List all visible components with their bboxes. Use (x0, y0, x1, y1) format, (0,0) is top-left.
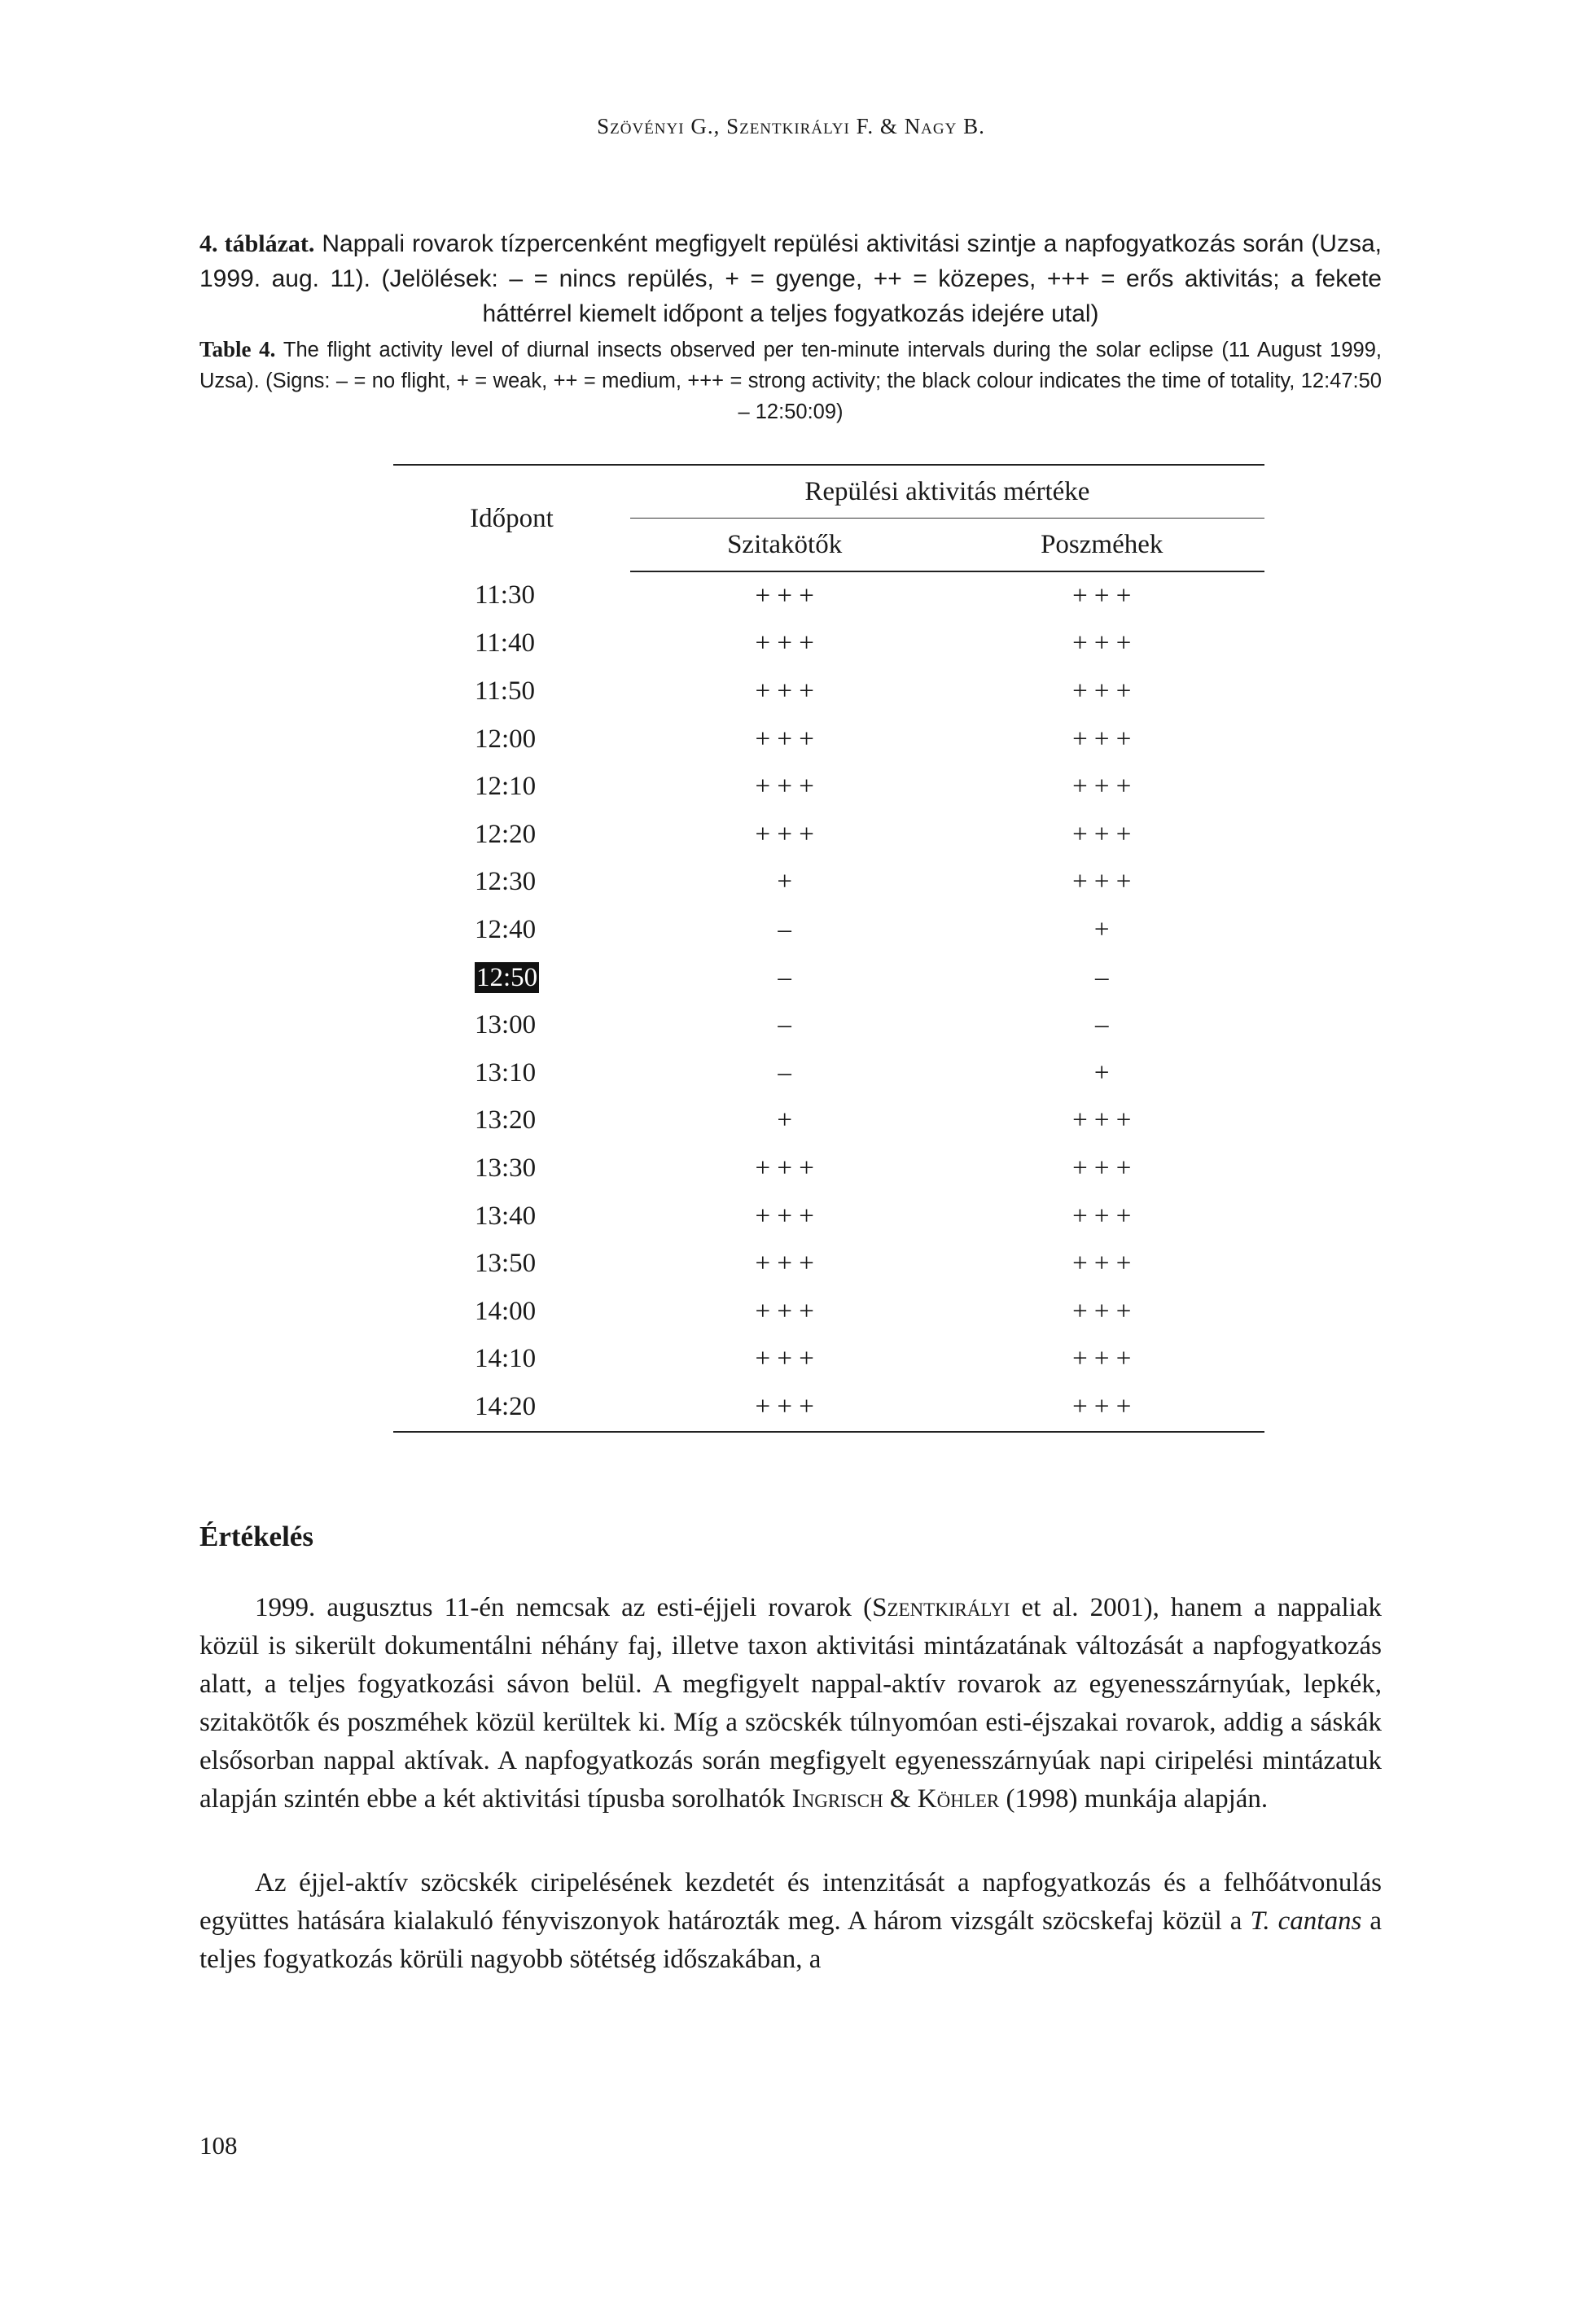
time-value: 11:30 (475, 580, 535, 611)
bumblebee-activity-cell: + + + (1072, 1344, 1132, 1374)
time-value: 14:20 (475, 1391, 537, 1421)
time-value: 14:00 (475, 1296, 537, 1326)
dragonfly-activity-cell: + + + (755, 772, 814, 802)
dragonfly-activity-cell: + (777, 867, 792, 897)
dragonfly-activity-cell: + + + (755, 1296, 814, 1326)
table-row (393, 1336, 1264, 1384)
dragonfly-activity-cell: – (778, 1057, 791, 1088)
dragonfly-activity-cell: + + + (755, 819, 814, 849)
bumblebee-activity-cell: + + + (1072, 724, 1132, 754)
dragonfly-activity-cell: + + + (755, 580, 814, 611)
time-cell (393, 763, 630, 811)
dragonfly-activity-cell: + + + (755, 1201, 814, 1231)
p1-text-d: (1998) munkája alapján. (999, 1784, 1269, 1814)
time-value: 12:30 (475, 867, 537, 897)
table-row (393, 1288, 1264, 1336)
table-header-row (393, 465, 1264, 519)
time-value: 13:10 (475, 1057, 537, 1088)
time-value: 13:00 (475, 1010, 537, 1040)
table-caption-english (199, 334, 1382, 427)
table-row (393, 620, 1264, 668)
author-3: Nagy (904, 114, 958, 138)
bumblebee-activity-cell: – (1094, 962, 1109, 992)
dragonfly-activity-cell: + + + (755, 676, 814, 706)
paragraph-1 (199, 1589, 1382, 1818)
dragonfly-activity-cell: + + + (755, 1153, 814, 1183)
author-2: Szentkirályi (726, 114, 850, 138)
table-row (393, 571, 1264, 620)
time-cell (393, 954, 630, 1002)
section-title: Értékelés (199, 1521, 313, 1552)
table-row (393, 906, 1264, 954)
bumblebee-activity-cell: + + + (1072, 1201, 1132, 1231)
time-cell (393, 1144, 630, 1193)
caption-en-label: Table 4. (199, 337, 276, 361)
caption-hu-text: Nappali rovarok tízpercenként megfigyelt repülési aktivitási szintje a napfogyatkozás során (Uzsa, 1999. aug. 11). (Jelölések: – = nincs repülés, + = gyenge, ++ = közepes, +++ = erős aktivitás; a fekete háttérrel kiemelt időpont a teljes fogyatkozás idejére utal) (199, 230, 1382, 327)
table-row (393, 667, 1264, 716)
dragonfly-activity-cell: + + + (755, 628, 814, 659)
p1-text-c: & (883, 1784, 918, 1814)
time-cell (393, 1001, 630, 1049)
table-row (393, 1193, 1264, 1241)
time-value: 12:10 (475, 772, 537, 802)
col-header-bumblebees: Poszméhek (939, 519, 1264, 572)
time-cell (393, 811, 630, 859)
time-cell (393, 859, 630, 907)
time-cell (393, 1383, 630, 1432)
p1-text-a: 1999. augusztus 11-én nemcsak az esti-éjjeli rovarok ( (255, 1593, 873, 1622)
time-cell (393, 1193, 630, 1241)
bumblebee-activity-cell: + + + (1072, 1105, 1132, 1136)
dragonfly-activity-cell: – (778, 1010, 791, 1040)
time-value: 13:40 (475, 1201, 537, 1231)
page-number: 108 (199, 2131, 238, 2160)
time-cell (393, 1240, 630, 1288)
dragonfly-activity-cell: – (778, 962, 791, 992)
table-row (393, 1097, 1264, 1145)
table-row (393, 811, 1264, 859)
bumblebee-activity-cell: + + + (1072, 676, 1132, 706)
time-cell (393, 1288, 630, 1336)
table-row (393, 1240, 1264, 1288)
bumblebee-activity-cell: + + + (1072, 1249, 1132, 1279)
table-row (393, 954, 1264, 1002)
bumblebee-activity-cell: + + + (1072, 628, 1132, 659)
p1-text-b: et al. 2001), hanem a nappaliak közül is sikerült dokumentálni néhány faj, illetve taxon aktivitási mintázatának változását a napfogyatkozás alatt, a teljes fogyatkozási sávon belül. A megfigyelt nappal-aktív rovarok az egyenesszárnyúak, lepkék, szitakötők és poszméhek közül kerültek ki. Míg a szöcskék túlnyomóan esti-éjszakai rovarok, addig a sáskák elsősorban nappal aktívak. A napfogyatkozás során megfigyelt egyenesszárnyúak napi ciripelési mintázatuk alapján szintén ebbe a két aktivitási típusba sorolhatók (199, 1593, 1383, 1814)
table-row (393, 1049, 1264, 1097)
dragonfly-activity-cell: – (778, 914, 791, 944)
bumblebee-activity-cell: – (1094, 1010, 1109, 1040)
time-cell (393, 667, 630, 716)
col-header-group: Repülési aktivitás mértéke (630, 465, 1264, 519)
table-caption-hungarian (199, 226, 1382, 331)
time-cell (393, 1336, 630, 1384)
dragonfly-activity-cell: + + + (755, 724, 814, 754)
citation-ingrisch: Ingrisch (791, 1784, 883, 1814)
table-body (393, 571, 1264, 1432)
bumblebee-activity-cell: + + + (1072, 819, 1132, 849)
author-1: Szövényi (597, 114, 685, 138)
time-cell (393, 906, 630, 954)
running-head (0, 114, 1582, 139)
bumblebee-activity-cell: + + + (1072, 580, 1132, 611)
time-cell (393, 716, 630, 764)
dragonfly-activity-cell: + + + (755, 1344, 814, 1374)
author-1-initial: G., (684, 114, 727, 138)
table-row (393, 763, 1264, 811)
species-name: T. cantans (1250, 1906, 1362, 1936)
dragonfly-activity-cell: + + + (630, 1383, 940, 1432)
author-2-initial: F. & (849, 114, 905, 138)
p2-text-a: Az éjjel-aktív szöcskék ciripelésének kezdetét és intenzitását a napfogyatkozás és a felhőátvonulás együttes hatására kialakuló fényviszonyok határozták meg. A három vizsgált szöcskefaj közül a (199, 1868, 1382, 1936)
time-value: 12:40 (475, 914, 537, 944)
time-value: 12:00 (475, 724, 537, 754)
time-value: 11:40 (475, 628, 535, 659)
paragraph-2 (199, 1864, 1382, 1979)
time-value: 11:50 (475, 676, 535, 706)
time-value: 12:20 (475, 819, 537, 849)
citation-kohler: Köhler (917, 1784, 1000, 1814)
bumblebee-activity-cell: + + + (1072, 867, 1132, 897)
bumblebee-activity-cell: + + + (1072, 1296, 1132, 1326)
p2-text-b: a teljes fogyatkozás körüli nagyobb sötétség időszakában, a (199, 1906, 1383, 1974)
caption-en-text: The flight activity level of diurnal insects observed per ten-minute intervals during the solar eclipse (11 August 1999, Uzsa). (Signs: – = no flight, + = weak, ++ = medium, +++ = strong activity; the black colour indicates the time of totality, 12:47:50 – 12:50:09) (199, 339, 1382, 423)
time-cell (393, 1097, 630, 1145)
bumblebee-activity-cell: + + + (939, 1383, 1264, 1432)
citation-szentkiralyi: Szentkirályi (872, 1593, 1010, 1622)
activity-table (393, 464, 1264, 1433)
bumblebee-activity-cell: + + + (1072, 772, 1132, 802)
caption-hu-label: 4. táblázat. (199, 230, 315, 257)
time-value: 13:30 (475, 1153, 537, 1183)
time-value: 13:20 (475, 1105, 537, 1136)
table-row (393, 859, 1264, 907)
time-value: 13:50 (475, 1249, 537, 1279)
col-header-time: Időpont (470, 503, 554, 533)
col-header-dragonflies: Szitakötők (630, 519, 940, 572)
time-cell (393, 571, 630, 620)
table-row (393, 716, 1264, 764)
dragonfly-activity-cell: + (777, 1105, 792, 1136)
table-row (393, 1001, 1264, 1049)
time-cell (393, 620, 630, 668)
table-row (393, 1383, 1264, 1432)
time-cell (393, 1049, 630, 1097)
table-row (393, 1144, 1264, 1193)
author-3-initial: B. (957, 114, 985, 138)
bumblebee-activity-cell: + + + (1072, 1153, 1132, 1183)
bumblebee-activity-cell: + (1093, 914, 1110, 944)
totality-time: 12:50 (476, 962, 538, 992)
dragonfly-activity-cell: + + + (755, 1249, 814, 1279)
time-value: 14:10 (475, 1344, 537, 1374)
bumblebee-activity-cell: + (1093, 1057, 1110, 1088)
